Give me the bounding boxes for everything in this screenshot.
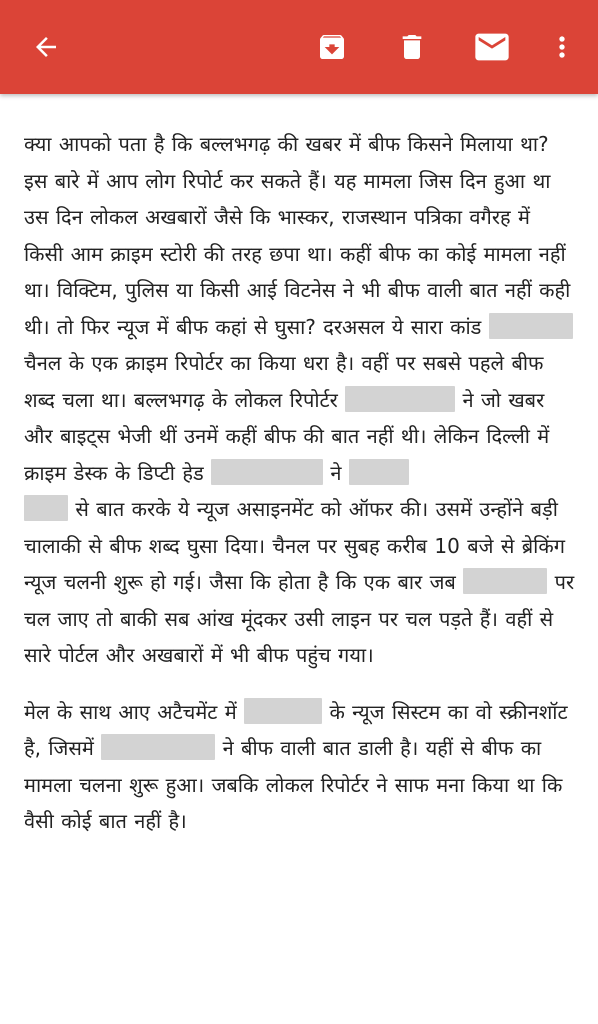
more-options-button[interactable] [544,0,580,94]
more-vert-icon [546,31,578,63]
redaction-block [463,568,547,594]
redaction-block [24,495,68,521]
back-button[interactable] [20,0,72,94]
redaction-block [211,459,323,485]
body-paragraph-1 [24,126,576,674]
email-body [24,126,576,840]
redaction-block [345,386,455,412]
body-text: ने बीफ वाली बात डाली है। यहीं से बीफ का मामला चलना शुरू हुआ। जबकि लोकल रिपोर्टर ने साफ मना किया था कि वैसी कोई बात नहीं है। [24,736,563,833]
body-text: ने जो खबर और बाइट्स भेजी थीं उनमें कहीं बीफ की बात नहीं थी। लेकिन दिल्ली में क्राइम डेस्क के डिप्टी हेड [24,387,550,485]
arrow-back-icon [31,32,61,62]
mark-unread-button[interactable] [466,0,518,94]
trash-icon [396,31,428,63]
body-text: पर चल जाए तो बाकी सब आंख मूंदकर उसी लाइन पर चल पड़ते हैं। वहीं से सारे पोर्टल और अखबारों में भी बीफ पहुंच गया। [24,570,575,667]
body-text: क्या आपको पता है कि बल्लभगढ़ की खबर में बीफ किसने मिलाया था? इस बारे में आप लोग रिपोर्ट कर सकते हैं। यह मामला जिस दिन हुआ था उस दिन लोकल अखबारों जैसे कि भास्कर, राजस्थान पत्रिका वगैरह में किसी आम क्राइम स्टोरी की तरह छपा था। कहीं बीफ का कोई मामला नहीं था। विक्टिम, पुलिस या किसी आई विटनेस ने भी बीफ वाली बात नहीं कही थी। तो फिर न्यूज में बीफ कहां से घुसा? दरअसल ये सारा कांड [24,132,571,339]
body-text: चैनल के एक क्राइम रिपोर्टर का किया धरा है। वहीं पर सबसे पहले बीफ शब्द चला था। बल्लभगढ़ के लोकल रिपोर्टर [24,351,544,412]
body-text: मेल के साथ आए अटैचमेंट में [24,699,237,724]
redaction-block [101,734,215,760]
mail-icon [472,27,512,67]
body-text: से बात करके ये न्यूज असाइनमेंट को ऑफर की। उसमें उन्होंने बड़ी चालाकी से बीफ शब्द घुसा दिया। चैनल पर सुबह करीब 10 बजे से ब्रेकिंग न्यूज चलनी शुरू हो गई। जैसा कि होता है कि एक बार जब [24,497,565,594]
body-paragraph-2 [24,694,576,840]
delete-button[interactable] [388,0,436,94]
redaction-block [349,459,409,485]
redaction-block [244,698,322,724]
archive-icon [316,31,348,63]
app-bar [0,0,598,94]
archive-button[interactable] [308,0,356,94]
body-text: ने [330,460,342,485]
redaction-block [489,313,573,339]
body-text: के न्यूज सिस्टम का वो स्क्रीनशॉट है, जिसमें [24,699,568,760]
